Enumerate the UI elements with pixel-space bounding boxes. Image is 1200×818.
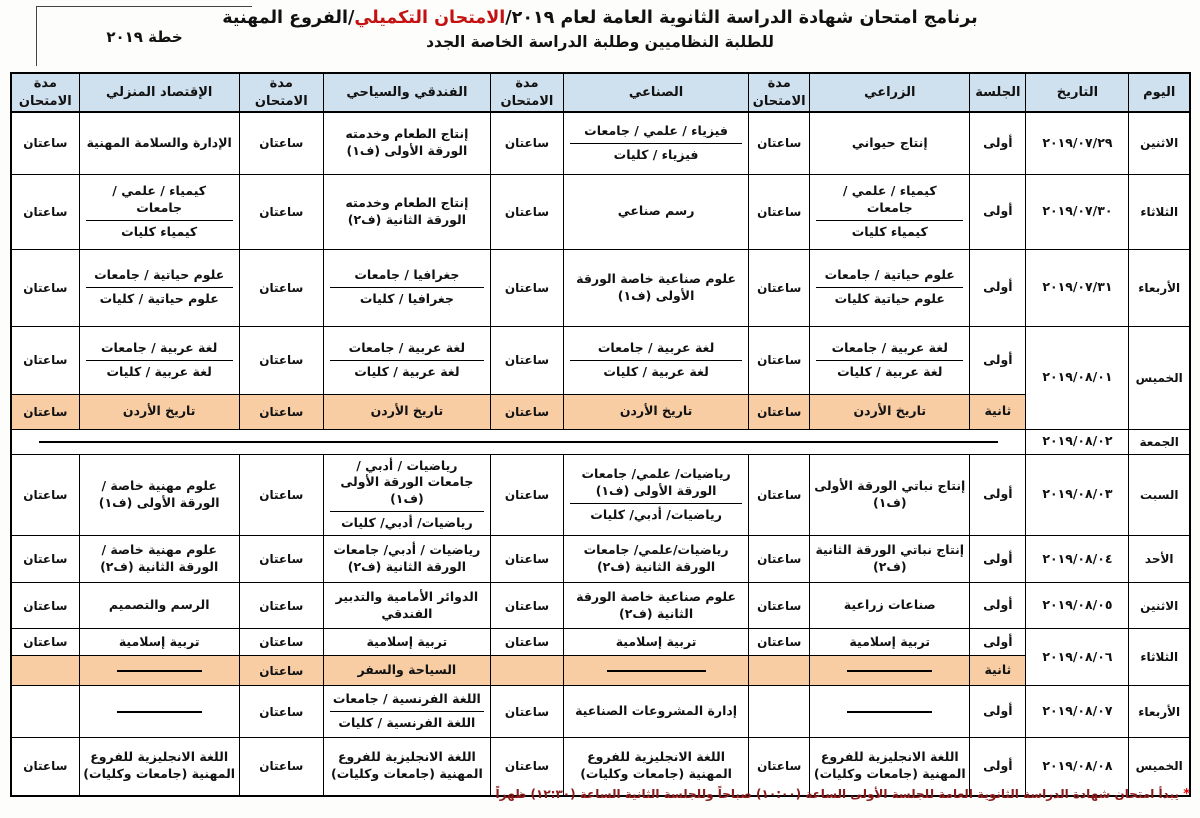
day-cell: الأربعاء bbox=[1129, 249, 1190, 326]
session-cell: أولى bbox=[970, 454, 1026, 536]
split-cell-top: علوم حياتية / جامعات bbox=[86, 264, 233, 288]
duration-cell: ساعتان bbox=[490, 326, 563, 394]
session-cell: أولى bbox=[970, 583, 1026, 629]
duration-cell: ساعتان bbox=[490, 112, 563, 174]
duration-cell: ساعتان bbox=[749, 112, 810, 174]
split-cell-bottom: لغة عربية / كليات bbox=[837, 363, 943, 379]
subject-cell: الإدارة والسلامة المهنية bbox=[79, 112, 239, 174]
table-row bbox=[11, 583, 1190, 629]
subject-cell: تاريخ الأردن bbox=[810, 394, 970, 429]
table-row bbox=[11, 656, 1190, 686]
column-header: مدة الامتحان bbox=[490, 73, 563, 112]
duration-cell: ساعتان bbox=[11, 738, 79, 796]
table-row-holiday bbox=[11, 429, 1190, 454]
date-cell: ٢٠١٩/٠٨/٠٧ bbox=[1026, 686, 1129, 738]
table-row bbox=[11, 249, 1190, 326]
duration-cell: ساعتان bbox=[239, 326, 323, 394]
duration-cell bbox=[11, 686, 79, 738]
duration-cell: ساعتان bbox=[11, 394, 79, 429]
duration-cell: ساعتان bbox=[749, 738, 810, 796]
subject-cell bbox=[810, 326, 970, 394]
table-row bbox=[11, 326, 1190, 394]
duration-cell: ساعتان bbox=[490, 454, 563, 536]
column-header: الفندقي والسياحي bbox=[323, 73, 490, 112]
column-header: الزراعي bbox=[810, 73, 970, 112]
subject-cell: رياضيات / أدبي/ جامعات الورقة الثانية (ف٢) bbox=[323, 536, 490, 583]
split-cell-top: لغة عربية / جامعات bbox=[330, 337, 484, 361]
day-cell: الاثنين bbox=[1129, 583, 1190, 629]
table-row bbox=[11, 686, 1190, 738]
footnote bbox=[10, 787, 1190, 802]
dash-line bbox=[847, 670, 932, 672]
holiday-rule-line bbox=[39, 441, 998, 443]
subject-cell bbox=[564, 326, 749, 394]
duration-cell: ساعتان bbox=[239, 536, 323, 583]
split-cell-bottom: علوم حياتية كليات bbox=[834, 291, 945, 307]
session-cell: أولى bbox=[970, 738, 1026, 796]
date-cell: ٢٠١٩/٠٧/٣١ bbox=[1026, 249, 1129, 326]
split-cell-bottom: كيمياء كليات bbox=[851, 223, 928, 239]
duration-cell: ساعتان bbox=[749, 174, 810, 249]
holiday-merged-cell bbox=[11, 429, 1026, 454]
duration-cell: ساعتان bbox=[490, 686, 563, 738]
dash-line bbox=[117, 670, 202, 672]
footnote-text: يبدأ امتحان شهادة الدراسة الثانوية العامة للجلسة الأولى الساعة (١٠:٠٠) صباحاً وللجلسة الثانية الساعة (١٢:٣٠) ظهراً bbox=[495, 787, 1179, 801]
split-cell-top: فيزياء / علمي / جامعات bbox=[570, 120, 742, 144]
duration-cell: ساعتان bbox=[749, 454, 810, 536]
subject-cell: علوم مهنية خاصة / الورقة الأولى (ف١) bbox=[79, 454, 239, 536]
subject-cell: الرسم والتصميم bbox=[79, 583, 239, 629]
session-cell: ثانية bbox=[970, 656, 1026, 686]
duration-cell: ساعتان bbox=[11, 629, 79, 656]
split-cell-top: رياضيات/ علمي/ جامعات الورقة الأولى (ف١) bbox=[570, 463, 742, 504]
split-cell-top: كيمياء / علمي / جامعات bbox=[816, 180, 963, 221]
duration-cell: ساعتان bbox=[490, 394, 563, 429]
day-cell: الأربعاء bbox=[1129, 686, 1190, 738]
date-cell: ٢٠١٩/٠٨/٠٣ bbox=[1026, 454, 1129, 536]
duration-cell: ساعتان bbox=[11, 454, 79, 536]
column-header: مدة الامتحان bbox=[239, 73, 323, 112]
split-cell-top: كيمياء / علمي / جامعات bbox=[86, 180, 233, 221]
document-title bbox=[0, 6, 1200, 54]
table-row bbox=[11, 112, 1190, 174]
footnote-star: * bbox=[1183, 787, 1190, 802]
date-cell: ٢٠١٩/٠٨/٠٥ bbox=[1026, 583, 1129, 629]
duration-cell: ساعتان bbox=[239, 454, 323, 536]
dash-line bbox=[847, 711, 932, 713]
split-cell-bottom: لغة عربية / كليات bbox=[603, 363, 709, 379]
subject-cell: اللغة الانجليزية للفروع المهنية (جامعات وكليات) bbox=[323, 738, 490, 796]
split-cell-bottom: رياضيات/ أدبي/ كليات bbox=[341, 515, 473, 531]
subject-cell bbox=[323, 326, 490, 394]
title-line-1 bbox=[0, 6, 1200, 31]
session-cell: أولى bbox=[970, 629, 1026, 656]
date-cell: ٢٠١٩/٠٨/٠٤ bbox=[1026, 536, 1129, 583]
subject-cell bbox=[323, 249, 490, 326]
subject-cell: اللغة الانجليزية للفروع المهنية (جامعات وكليات) bbox=[564, 738, 749, 796]
duration-cell: ساعتان bbox=[490, 629, 563, 656]
session-cell: أولى bbox=[970, 174, 1026, 249]
duration-cell: ساعتان bbox=[239, 112, 323, 174]
subject-cell: تاريخ الأردن bbox=[79, 394, 239, 429]
table-header bbox=[11, 73, 1190, 112]
date-cell: ٢٠١٩/٠٨/٠٦ bbox=[1026, 629, 1129, 686]
duration-cell: ساعتان bbox=[11, 174, 79, 249]
subject-cell bbox=[79, 174, 239, 249]
day-cell: السبت bbox=[1129, 454, 1190, 536]
session-cell: أولى bbox=[970, 112, 1026, 174]
split-cell-top: لغة عربية / جامعات bbox=[570, 337, 742, 361]
subject-cell bbox=[810, 174, 970, 249]
duration-cell: ساعتان bbox=[490, 536, 563, 583]
table-row bbox=[11, 629, 1190, 656]
duration-cell: ساعتان bbox=[11, 536, 79, 583]
subject-cell: تربية إسلامية bbox=[564, 629, 749, 656]
duration-cell: ساعتان bbox=[239, 394, 323, 429]
duration-cell: ساعتان bbox=[239, 174, 323, 249]
subject-cell bbox=[323, 454, 490, 536]
date-cell: ٢٠١٩/٠٨/٠٢ bbox=[1026, 429, 1129, 454]
subject-cell bbox=[810, 249, 970, 326]
duration-cell: ساعتان bbox=[239, 686, 323, 738]
date-cell: ٢٠١٩/٠٨/٠٨ bbox=[1026, 738, 1129, 796]
split-cell-bottom: كيمياء كليات bbox=[121, 223, 198, 239]
dash-line bbox=[117, 711, 202, 713]
column-header: مدة الامتحان bbox=[749, 73, 810, 112]
date-cell: ٢٠١٩/٠٧/٣٠ bbox=[1026, 174, 1129, 249]
table-body bbox=[11, 112, 1190, 796]
split-cell-top: رياضيات / أدبي / جامعات الورقة الأولى (ف١) bbox=[330, 455, 484, 513]
subject-cell: تاريخ الأردن bbox=[323, 394, 490, 429]
subject-cell bbox=[79, 326, 239, 394]
day-cell: الخميس bbox=[1129, 738, 1190, 796]
session-cell: أولى bbox=[970, 686, 1026, 738]
table-row bbox=[11, 394, 1190, 429]
split-cell-bottom: لغة عربية / كليات bbox=[354, 363, 460, 379]
subject-cell bbox=[79, 656, 239, 686]
split-cell-top: اللغة الفرنسية / جامعات bbox=[330, 688, 484, 712]
duration-cell: ساعتان bbox=[11, 249, 79, 326]
subject-cell bbox=[564, 656, 749, 686]
duration-cell: ساعتان bbox=[11, 326, 79, 394]
subject-cell: إنتاج حيواني bbox=[810, 112, 970, 174]
split-cell-bottom: فيزياء / كليات bbox=[613, 146, 699, 162]
duration-cell: ساعتان bbox=[239, 249, 323, 326]
subject-cell: السياحة والسفر bbox=[323, 656, 490, 686]
duration-cell: ساعتان bbox=[239, 583, 323, 629]
day-cell: الخميس bbox=[1129, 326, 1190, 429]
duration-cell bbox=[749, 686, 810, 738]
dash-line bbox=[607, 670, 706, 672]
duration-cell: ساعتان bbox=[239, 738, 323, 796]
subject-cell: صناعات زراعية bbox=[810, 583, 970, 629]
table-header-row bbox=[11, 73, 1190, 112]
subject-cell: إنتاج نباتي الورقة الأولى (ف١) bbox=[810, 454, 970, 536]
duration-cell: ساعتان bbox=[749, 249, 810, 326]
duration-cell bbox=[749, 656, 810, 686]
split-cell-bottom: رياضيات/ أدبي/ كليات bbox=[590, 506, 722, 522]
subject-cell: رياضيات/علمي/ جامعات الورقة الثانية (ف٢) bbox=[564, 536, 749, 583]
session-cell: أولى bbox=[970, 249, 1026, 326]
title-prefix: برنامج امتحان شهادة الدراسة الثانوية العامة لعام ٢٠١٩/ bbox=[505, 8, 978, 28]
day-cell: الاثنين bbox=[1129, 112, 1190, 174]
split-cell-top: لغة عربية / جامعات bbox=[816, 337, 963, 361]
day-cell: الأحد bbox=[1129, 536, 1190, 583]
duration-cell: ساعتان bbox=[749, 394, 810, 429]
split-cell-top: علوم حياتية / جامعات bbox=[816, 264, 963, 288]
title-line-2: للطلبة النظاميين وطلبة الدراسة الخاصة الجدد bbox=[426, 33, 774, 52]
duration-cell: ساعتان bbox=[749, 326, 810, 394]
subject-cell: تربية إسلامية bbox=[79, 629, 239, 656]
exam-schedule-table bbox=[10, 72, 1191, 797]
session-cell: أولى bbox=[970, 326, 1026, 394]
date-cell: ٢٠١٩/٠٨/٠١ bbox=[1026, 326, 1129, 429]
column-header: اليوم bbox=[1129, 73, 1190, 112]
subject-cell: إدارة المشروعات الصناعية bbox=[564, 686, 749, 738]
table-row bbox=[11, 174, 1190, 249]
split-cell-bottom: جغرافيا / كليات bbox=[359, 291, 454, 307]
duration-cell: ساعتان bbox=[239, 629, 323, 656]
subject-cell bbox=[323, 686, 490, 738]
duration-cell: ساعتان bbox=[11, 583, 79, 629]
subject-cell: إنتاج نباتي الورقة الثانية (ف٢) bbox=[810, 536, 970, 583]
split-cell-bottom: اللغة الفرنسية / كليات bbox=[338, 715, 476, 731]
subject-cell bbox=[79, 249, 239, 326]
column-header: الصناعي bbox=[564, 73, 749, 112]
split-cell-bottom: لغة عربية / كليات bbox=[106, 363, 212, 379]
title-suffix: /الفروع المهنية bbox=[222, 8, 355, 28]
duration-cell: ساعتان bbox=[11, 112, 79, 174]
duration-cell: ساعتان bbox=[239, 656, 323, 686]
title-highlight: الامتحان التكميلي bbox=[354, 8, 506, 28]
day-cell: الثلاثاء bbox=[1129, 174, 1190, 249]
column-header: مدة الامتحان bbox=[11, 73, 79, 112]
table-row bbox=[11, 454, 1190, 536]
day-cell: الثلاثاء bbox=[1129, 629, 1190, 686]
subject-cell: تربية إسلامية bbox=[810, 629, 970, 656]
date-cell: ٢٠١٩/٠٧/٢٩ bbox=[1026, 112, 1129, 174]
duration-cell bbox=[490, 656, 563, 686]
duration-cell: ساعتان bbox=[490, 583, 563, 629]
table-row bbox=[11, 536, 1190, 583]
duration-cell: ساعتان bbox=[749, 536, 810, 583]
duration-cell: ساعتان bbox=[749, 583, 810, 629]
column-header: التاريخ bbox=[1026, 73, 1129, 112]
split-cell-bottom: علوم حياتية / كليات bbox=[99, 291, 219, 307]
duration-cell: ساعتان bbox=[749, 629, 810, 656]
subject-cell: رسم صناعي bbox=[564, 174, 749, 249]
subject-cell bbox=[564, 454, 749, 536]
duration-cell bbox=[11, 656, 79, 686]
subject-cell: تربية إسلامية bbox=[323, 629, 490, 656]
plan-label: خطة ٢٠١٩ bbox=[106, 27, 183, 46]
split-cell-top: جغرافيا / جامعات bbox=[330, 264, 484, 288]
subject-cell bbox=[564, 112, 749, 174]
session-cell: ثانية bbox=[970, 394, 1026, 429]
duration-cell: ساعتان bbox=[490, 249, 563, 326]
subject-cell: إنتاج الطعام وخدمته الورقة الأولى (ف١) bbox=[323, 112, 490, 174]
subject-cell: الدوائر الأمامية والتدبير الفندقي bbox=[323, 583, 490, 629]
split-cell-top: لغة عربية / جامعات bbox=[86, 337, 233, 361]
subject-cell: علوم صناعية خاصة الورقة الثانية (ف٢) bbox=[564, 583, 749, 629]
subject-cell: اللغة الانجليزية للفروع المهنية (جامعات وكليات) bbox=[79, 738, 239, 796]
subject-cell bbox=[79, 686, 239, 738]
duration-cell: ساعتان bbox=[490, 738, 563, 796]
subject-cell: اللغة الانجليزية للفروع المهنية (جامعات وكليات) bbox=[810, 738, 970, 796]
subject-cell: علوم صناعية خاصة الورقة الأولى (ف١) bbox=[564, 249, 749, 326]
subject-cell: إنتاج الطعام وخدمته الورقة الثانية (ف٢) bbox=[323, 174, 490, 249]
column-header: الإقتصاد المنزلي bbox=[79, 73, 239, 112]
subject-cell: تاريخ الأردن bbox=[564, 394, 749, 429]
subject-cell: علوم مهنية خاصة / الورقة الثانية (ف٢) bbox=[79, 536, 239, 583]
column-header: الجلسة bbox=[970, 73, 1026, 112]
day-cell: الجمعة bbox=[1129, 429, 1190, 454]
session-cell: أولى bbox=[970, 536, 1026, 583]
subject-cell bbox=[810, 656, 970, 686]
duration-cell: ساعتان bbox=[490, 174, 563, 249]
subject-cell bbox=[810, 686, 970, 738]
